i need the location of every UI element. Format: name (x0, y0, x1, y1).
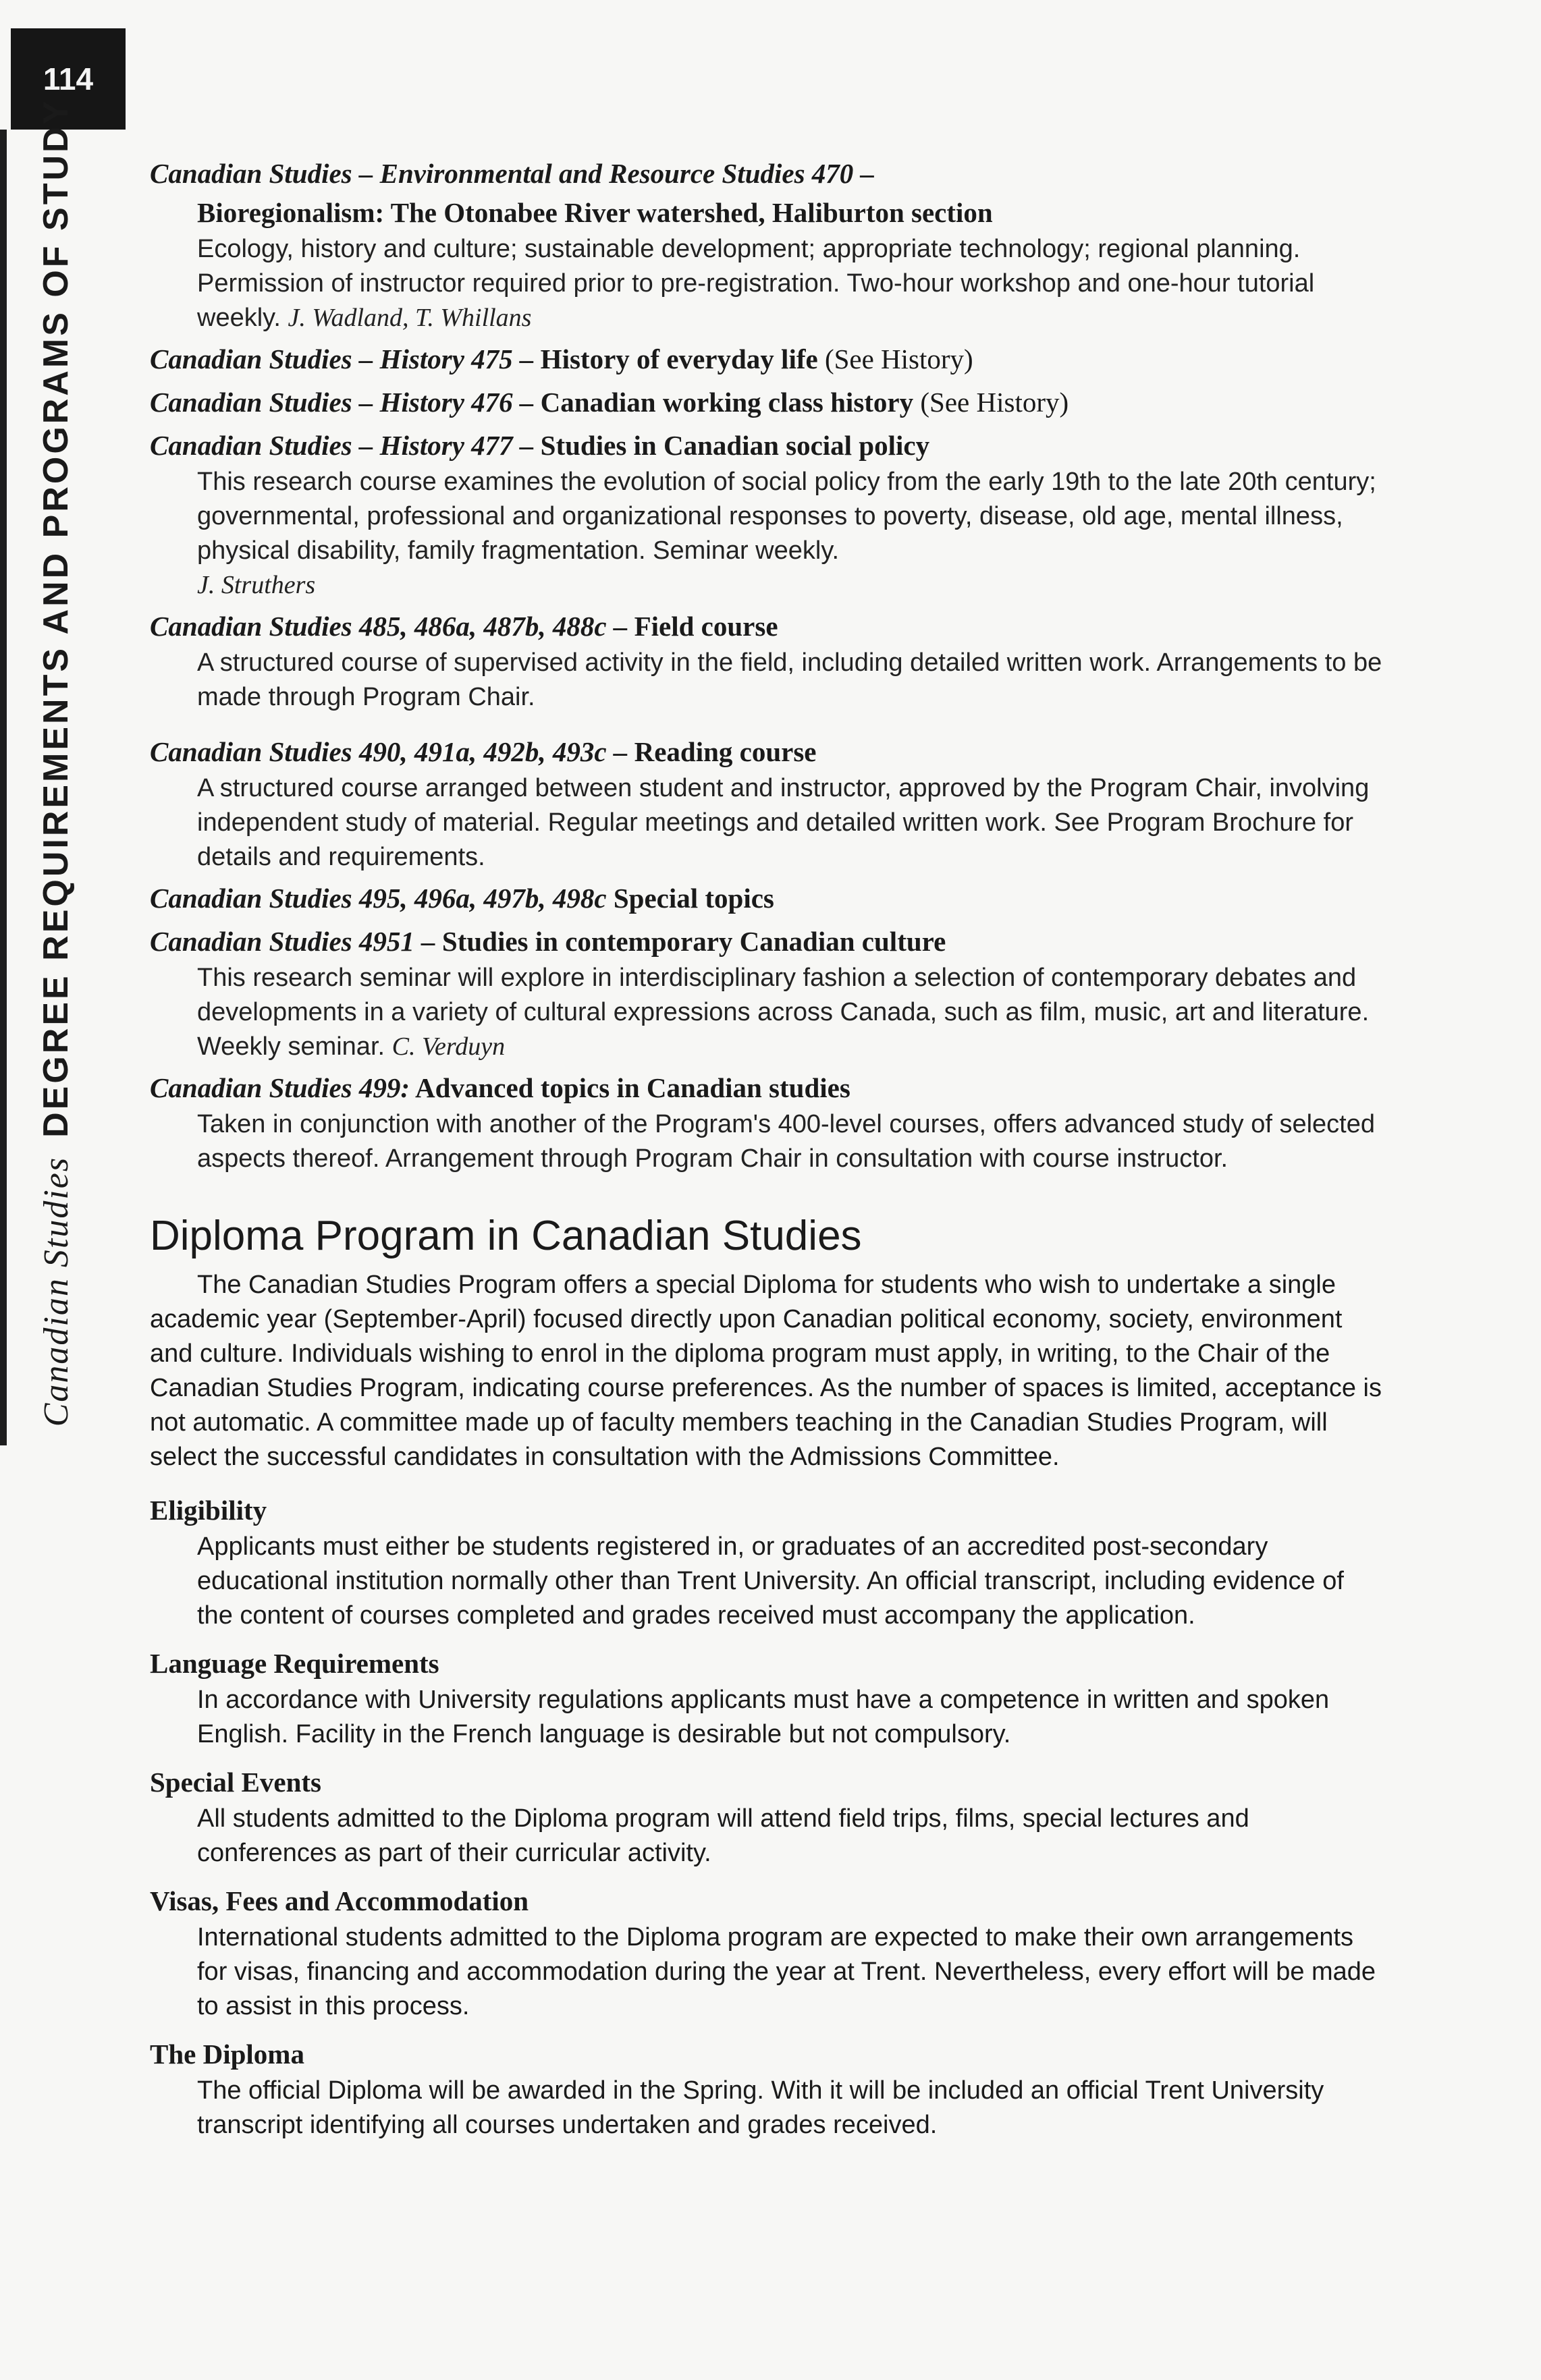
diploma-section (150, 2035, 1385, 2142)
course-description: A structured course of supervised activity in the field, including detailed written work. Arrangements to be made through Program Chair. (197, 648, 1382, 711)
course-code: Canadian Studies 485, 486a, 487b, 488c – (150, 611, 628, 642)
page-number: 114 (11, 28, 126, 130)
course-entry (150, 426, 1385, 603)
course-note: (See History) (824, 343, 973, 375)
course-title: Reading course (634, 736, 817, 767)
diploma-section-heading: Language Requirements (150, 1648, 439, 1679)
diploma-section-text: The official Diploma will be awarded in the Spring. With it will be included an official Trent University transcript identifying all courses undertaken and grades received. (197, 2076, 1324, 2139)
diploma-section-heading: Special Events (150, 1767, 321, 1798)
course-description: Taken in conjunction with another of the Program's 400-level courses, offers advanced study of selected aspects thereof. Arrangement through Program Chair in consultation with course instructor. (197, 1110, 1375, 1173)
course-description: This research course examines the evolution of social policy from the early 19th to the late 20th century; governmental, professional and organizational responses to poverty, disease, old age, mental illness, physical disability, family fragmentation. Seminar weekly. (197, 468, 1376, 565)
course-code: Canadian Studies – History 477 – (150, 430, 534, 461)
course-code: Canadian Studies 499: (150, 1072, 410, 1103)
course-title: Field course (634, 611, 778, 642)
course-instructors: J. Struthers (197, 571, 316, 599)
diploma-section (150, 1491, 1385, 1633)
course-title: Canadian working class history (540, 387, 914, 418)
course-title: Advanced topics in Canadian studies (415, 1072, 850, 1103)
course-code: Canadian Studies 4951 – (150, 926, 435, 957)
course-code: Canadian Studies – History 476 – (150, 387, 534, 418)
diploma-section-text: Applicants must either be students registered in, or graduates of an accredited post-secondary educational institution normally other than Trent University. An official transcript, including evidence of the content of courses completed and grades received must accompany the application. (197, 1532, 1344, 1630)
course-title: Studies in contemporary Canadian culture (441, 926, 946, 957)
diploma-title: Diploma Program in Canadian Studies (150, 1213, 862, 1259)
diploma-section-text: International students admitted to the Diploma program are expected to make their own arrangements for visas, financing and accommodation during the year at Trent. Nevertheless, every effort will be made to assist in this process. (197, 1923, 1376, 2020)
side-tab (12, 98, 100, 1427)
course-instructors: J. Wadland, T. Whillans (288, 304, 532, 332)
course-entry (150, 1068, 1385, 1176)
side-tab-section: Canadian Studies (37, 1156, 76, 1427)
diploma-section (150, 1644, 1385, 1752)
course-description: Ecology, history and culture; sustainable development; appropriate technology; regional planning. Permission of instructor required prior to pre-registration. Two-hour workshop and one-hour tutorial weekly. (197, 235, 1315, 332)
course-entry (150, 922, 1385, 1064)
course-entry (150, 607, 1385, 715)
diploma-section-heading: The Diploma (150, 2039, 304, 2070)
diploma-intro: The Canadian Studies Program offers a special Diploma for students who wish to undertake a single academic year (September-April) focused directly upon Canadian political economy, society, environment and culture. Individuals wishing to enrol in the diploma program must apply, in writing, to the Chair of the Canadian Studies Program, indicating course preferences. As the number of spaces is limited, acceptance is not automatic. A committee made up of faculty members teaching in the Canadian Studies Program, will select the successful candidates in consultation with the Admissions Committee. (150, 1271, 1382, 1471)
diploma-section-heading: Visas, Fees and Accommodation (150, 1885, 529, 1916)
course-entry (150, 879, 1385, 918)
course-description: A structured course arranged between student and instructor, approved by the Program Chair, involving independent study of material. Regular meetings and detailed written work. See Program Brochure for details and requirements. (197, 774, 1370, 871)
course-title: Studies in Canadian social policy (540, 430, 930, 461)
course-code: Canadian Studies 495, 496a, 497b, 498c (150, 883, 607, 914)
course-entry (150, 339, 1385, 379)
side-rule (0, 130, 7, 1445)
course-entry (150, 732, 1385, 875)
course-description: This research seminar will explore in interdisciplinary fashion a selection of contemporary debates and developments in a variety of cultural expressions across Canada, such as film, music, art and literature. Weekly seminar. (197, 964, 1370, 1061)
course-instructors: C. Verduyn (391, 1032, 506, 1061)
page-content (150, 154, 1385, 2152)
course-entry (150, 383, 1385, 422)
course-note: (See History) (920, 387, 1069, 418)
course-code: Canadian Studies – History 475 – (150, 343, 534, 375)
diploma-section-text: All students admitted to the Diploma program will attend field trips, films, special lectures and conferences as part of their curricular activity. (197, 1804, 1249, 1867)
course-title: Bioregionalism: The Otonabee River watershed, Haliburton section (197, 197, 993, 228)
course-entry (150, 154, 1385, 335)
diploma-section (150, 1763, 1385, 1871)
diploma-section (150, 1881, 1385, 2024)
course-title: History of everyday life (540, 343, 818, 375)
course-code: Canadian Studies 490, 491a, 492b, 493c – (150, 736, 628, 767)
side-tab-heading: DEGREE REQUIREMENTS AND PROGRAMS OF STUDY (36, 98, 76, 1138)
diploma-section-text: In accordance with University regulations applicants must have a competence in written and spoken English. Facility in the French language is desirable but not compulsory. (197, 1686, 1330, 1748)
course-title: Special topics (613, 883, 774, 914)
course-code: Canadian Studies – Environmental and Resource Studies 470 – (150, 158, 875, 189)
diploma-section-heading: Eligibility (150, 1495, 267, 1526)
